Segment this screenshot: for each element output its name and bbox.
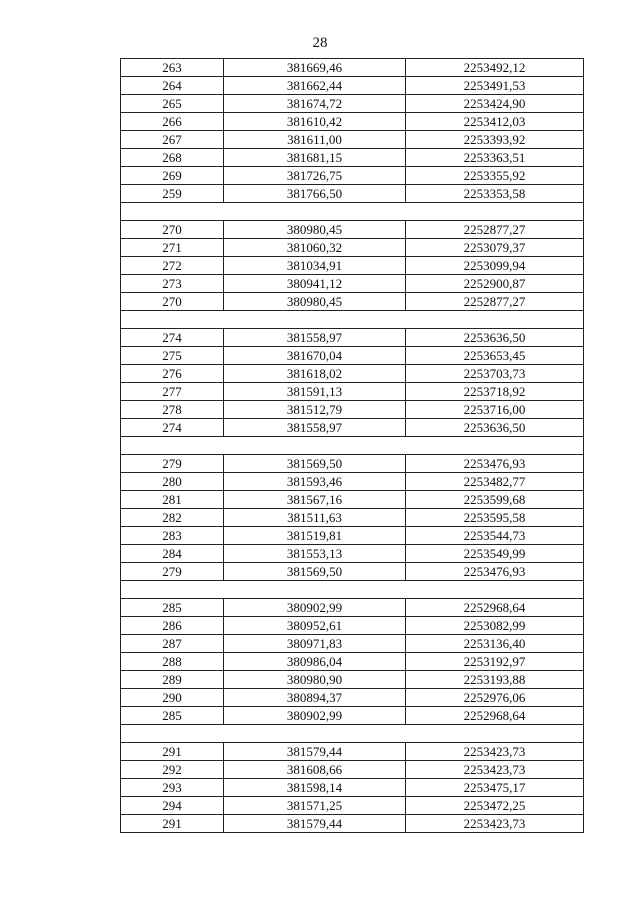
point-number-cell: 280 <box>121 473 224 491</box>
y-coordinate-cell: 2253472,25 <box>406 797 584 815</box>
x-coordinate-cell: 381558,97 <box>224 419 406 437</box>
x-coordinate-cell: 381579,44 <box>224 743 406 761</box>
point-number-cell: 283 <box>121 527 224 545</box>
table-row <box>121 617 584 635</box>
table-row <box>121 509 584 527</box>
y-coordinate-cell: 2253482,77 <box>406 473 584 491</box>
point-number-cell: 294 <box>121 797 224 815</box>
point-number-cell: 275 <box>121 347 224 365</box>
point-number-cell: 279 <box>121 455 224 473</box>
y-coordinate-cell: 2253595,58 <box>406 509 584 527</box>
table-row <box>121 239 584 257</box>
y-coordinate-cell: 2252877,27 <box>406 221 584 239</box>
y-coordinate-cell: 2253636,50 <box>406 329 584 347</box>
x-coordinate-cell: 380902,99 <box>224 599 406 617</box>
point-number-cell: 274 <box>121 329 224 347</box>
y-coordinate-cell: 2253476,93 <box>406 563 584 581</box>
point-number-cell: 273 <box>121 275 224 293</box>
table-row <box>121 797 584 815</box>
group-separator-cell <box>121 725 584 743</box>
group-separator-row <box>121 437 584 455</box>
x-coordinate-cell: 381608,66 <box>224 761 406 779</box>
table-row <box>121 293 584 311</box>
x-coordinate-cell: 381591,13 <box>224 383 406 401</box>
x-coordinate-cell: 380980,45 <box>224 293 406 311</box>
point-number-cell: 274 <box>121 419 224 437</box>
table-row <box>121 131 584 149</box>
point-number-cell: 272 <box>121 257 224 275</box>
y-coordinate-cell: 2253363,51 <box>406 149 584 167</box>
group-separator-row <box>121 581 584 599</box>
y-coordinate-cell: 2253353,58 <box>406 185 584 203</box>
x-coordinate-cell: 381569,50 <box>224 455 406 473</box>
y-coordinate-cell: 2253423,73 <box>406 815 584 833</box>
group-separator-cell <box>121 581 584 599</box>
table-row <box>121 527 584 545</box>
table-row <box>121 671 584 689</box>
x-coordinate-cell: 381060,32 <box>224 239 406 257</box>
point-number-cell: 277 <box>121 383 224 401</box>
point-number-cell: 271 <box>121 239 224 257</box>
point-number-cell: 287 <box>121 635 224 653</box>
point-number-cell: 276 <box>121 365 224 383</box>
x-coordinate-cell: 381618,02 <box>224 365 406 383</box>
group-separator-cell <box>121 437 584 455</box>
table-row <box>121 599 584 617</box>
table-row <box>121 419 584 437</box>
x-coordinate-cell: 381670,04 <box>224 347 406 365</box>
table-row <box>121 329 584 347</box>
table-row <box>121 689 584 707</box>
y-coordinate-cell: 2253099,94 <box>406 257 584 275</box>
x-coordinate-cell: 380980,90 <box>224 671 406 689</box>
x-coordinate-cell: 381034,91 <box>224 257 406 275</box>
y-coordinate-cell: 2253636,50 <box>406 419 584 437</box>
table-row <box>121 491 584 509</box>
y-coordinate-cell: 2253412,03 <box>406 113 584 131</box>
table-row <box>121 95 584 113</box>
table-row <box>121 365 584 383</box>
point-number-cell: 281 <box>121 491 224 509</box>
table-row <box>121 59 584 77</box>
point-number-cell: 269 <box>121 167 224 185</box>
point-number-cell: 286 <box>121 617 224 635</box>
y-coordinate-cell: 2253355,92 <box>406 167 584 185</box>
table-row <box>121 167 584 185</box>
y-coordinate-cell: 2253491,53 <box>406 77 584 95</box>
x-coordinate-cell: 381569,50 <box>224 563 406 581</box>
y-coordinate-cell: 2253549,99 <box>406 545 584 563</box>
point-number-cell: 279 <box>121 563 224 581</box>
y-coordinate-cell: 2253653,45 <box>406 347 584 365</box>
table-row <box>121 275 584 293</box>
point-number-cell: 259 <box>121 185 224 203</box>
table-row <box>121 761 584 779</box>
group-separator-row <box>121 311 584 329</box>
x-coordinate-cell: 381726,75 <box>224 167 406 185</box>
y-coordinate-cell: 2253492,12 <box>406 59 584 77</box>
group-separator-row <box>121 725 584 743</box>
x-coordinate-cell: 381593,46 <box>224 473 406 491</box>
x-coordinate-cell: 380971,83 <box>224 635 406 653</box>
x-coordinate-cell: 381674,72 <box>224 95 406 113</box>
x-coordinate-cell: 381567,16 <box>224 491 406 509</box>
y-coordinate-cell: 2253544,73 <box>406 527 584 545</box>
table-row <box>121 383 584 401</box>
table-row <box>121 347 584 365</box>
y-coordinate-cell: 2253599,68 <box>406 491 584 509</box>
y-coordinate-cell: 2253475,17 <box>406 779 584 797</box>
x-coordinate-cell: 380902,99 <box>224 707 406 725</box>
point-number-cell: 282 <box>121 509 224 527</box>
x-coordinate-cell: 381558,97 <box>224 329 406 347</box>
y-coordinate-cell: 2253079,37 <box>406 239 584 257</box>
point-number-cell: 284 <box>121 545 224 563</box>
page-number: 28 <box>312 35 328 51</box>
point-number-cell: 290 <box>121 689 224 707</box>
x-coordinate-cell: 381571,25 <box>224 797 406 815</box>
point-number-cell: 285 <box>121 599 224 617</box>
y-coordinate-cell: 2253476,93 <box>406 455 584 473</box>
point-number-cell: 285 <box>121 707 224 725</box>
y-coordinate-cell: 2252976,06 <box>406 689 584 707</box>
x-coordinate-cell: 381610,42 <box>224 113 406 131</box>
table-row <box>121 815 584 833</box>
table-row <box>121 257 584 275</box>
y-coordinate-cell: 2253393,92 <box>406 131 584 149</box>
x-coordinate-cell: 380894,37 <box>224 689 406 707</box>
y-coordinate-cell: 2252968,64 <box>406 599 584 617</box>
y-coordinate-cell: 2253082,99 <box>406 617 584 635</box>
y-coordinate-cell: 2253193,88 <box>406 671 584 689</box>
group-separator-row <box>121 203 584 221</box>
table-row <box>121 221 584 239</box>
table-row <box>121 77 584 95</box>
x-coordinate-cell: 381662,44 <box>224 77 406 95</box>
point-number-cell: 264 <box>121 77 224 95</box>
table-row <box>121 401 584 419</box>
table-row <box>121 185 584 203</box>
x-coordinate-cell: 381681,15 <box>224 149 406 167</box>
x-coordinate-cell: 380980,45 <box>224 221 406 239</box>
table-row <box>121 563 584 581</box>
table-row <box>121 635 584 653</box>
x-coordinate-cell: 381579,44 <box>224 815 406 833</box>
table-row <box>121 707 584 725</box>
x-coordinate-cell: 380986,04 <box>224 653 406 671</box>
point-number-cell: 270 <box>121 293 224 311</box>
table-row <box>121 473 584 491</box>
y-coordinate-cell: 2253424,90 <box>406 95 584 113</box>
x-coordinate-cell: 381512,79 <box>224 401 406 419</box>
x-coordinate-cell: 381611,00 <box>224 131 406 149</box>
y-coordinate-cell: 2253192,97 <box>406 653 584 671</box>
y-coordinate-cell: 2252877,27 <box>406 293 584 311</box>
table-row <box>121 113 584 131</box>
table-row <box>121 779 584 797</box>
point-number-cell: 270 <box>121 221 224 239</box>
point-number-cell: 278 <box>121 401 224 419</box>
y-coordinate-cell: 2253716,00 <box>406 401 584 419</box>
point-number-cell: 292 <box>121 761 224 779</box>
point-number-cell: 265 <box>121 95 224 113</box>
y-coordinate-cell: 2253423,73 <box>406 743 584 761</box>
x-coordinate-cell: 380941,12 <box>224 275 406 293</box>
group-separator-cell <box>121 311 584 329</box>
group-separator-cell <box>121 203 584 221</box>
x-coordinate-cell: 381553,13 <box>224 545 406 563</box>
y-coordinate-cell: 2253136,40 <box>406 635 584 653</box>
x-coordinate-cell: 381598,14 <box>224 779 406 797</box>
point-number-cell: 288 <box>121 653 224 671</box>
y-coordinate-cell: 2252900,87 <box>406 275 584 293</box>
table-row <box>121 149 584 167</box>
y-coordinate-cell: 2253703,73 <box>406 365 584 383</box>
point-number-cell: 289 <box>121 671 224 689</box>
table-row <box>121 653 584 671</box>
coordinates-table-body <box>121 59 584 833</box>
table-row <box>121 455 584 473</box>
table-row <box>121 545 584 563</box>
x-coordinate-cell: 381511,63 <box>224 509 406 527</box>
point-number-cell: 267 <box>121 131 224 149</box>
table-row <box>121 743 584 761</box>
point-number-cell: 293 <box>121 779 224 797</box>
y-coordinate-cell: 2253718,92 <box>406 383 584 401</box>
point-number-cell: 266 <box>121 113 224 131</box>
point-number-cell: 263 <box>121 59 224 77</box>
x-coordinate-cell: 381766,50 <box>224 185 406 203</box>
point-number-cell: 291 <box>121 743 224 761</box>
y-coordinate-cell: 2252968,64 <box>406 707 584 725</box>
x-coordinate-cell: 381669,46 <box>224 59 406 77</box>
x-coordinate-cell: 381519,81 <box>224 527 406 545</box>
point-number-cell: 268 <box>121 149 224 167</box>
coordinates-table <box>120 58 584 833</box>
x-coordinate-cell: 380952,61 <box>224 617 406 635</box>
y-coordinate-cell: 2253423,73 <box>406 761 584 779</box>
point-number-cell: 291 <box>121 815 224 833</box>
